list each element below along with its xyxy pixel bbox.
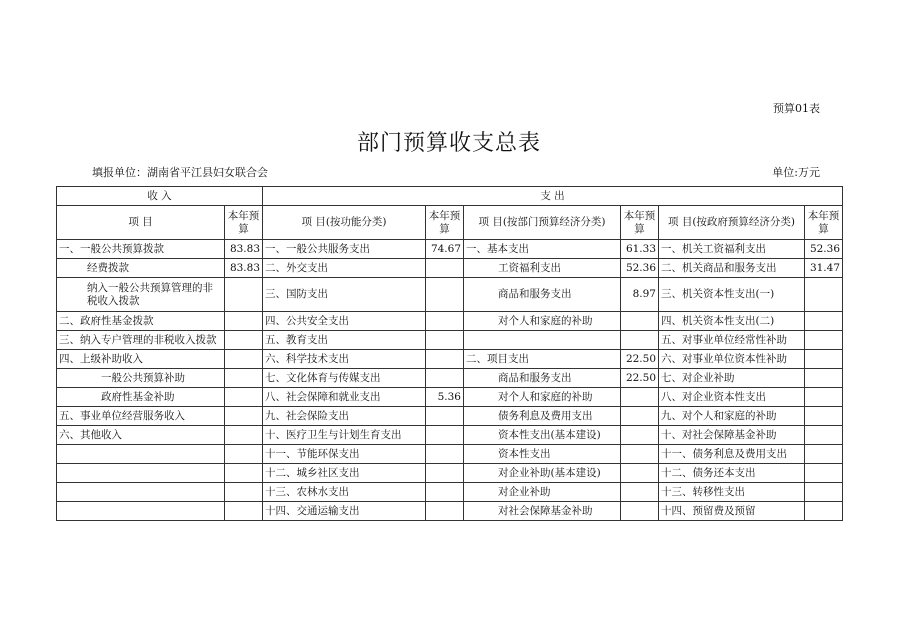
table-code: 预算01表 <box>773 102 820 115</box>
dept-econ-item: 债务利息及费用支出 <box>464 407 621 426</box>
dept-econ-amount <box>621 388 659 407</box>
table-row <box>57 407 843 426</box>
func-amount <box>426 445 464 464</box>
func-amount <box>426 350 464 369</box>
income-budget-header: 本年预算 <box>225 206 263 240</box>
dept-econ-amount <box>621 407 659 426</box>
func-amount <box>426 483 464 502</box>
table-row <box>57 312 843 331</box>
income-amount: 83.83 <box>225 240 263 259</box>
gov-econ-item: 十、对社会保障基金补助 <box>659 426 805 445</box>
gov-econ-item: 八、对企业资本性支出 <box>659 388 805 407</box>
gov-econ-amount <box>805 369 843 388</box>
gov-econ-item: 十二、债务还本支出 <box>659 464 805 483</box>
gov-econ-amount <box>805 407 843 426</box>
dept-econ-amount <box>621 331 659 350</box>
dept-econ-item: 工资福利支出 <box>464 259 621 278</box>
table-row <box>57 240 843 259</box>
dept-econ-item: 对企业补助 <box>464 483 621 502</box>
income-item <box>57 483 225 502</box>
func-amount <box>426 278 464 312</box>
gov-econ-item: 一、机关工资福利支出 <box>659 240 805 259</box>
dept-econ-amount <box>621 483 659 502</box>
income-item <box>57 502 225 521</box>
income-item-header: 项 目 <box>57 206 225 240</box>
func-item: 十、医疗卫生与计划生育支出 <box>263 426 426 445</box>
dept-econ-item: 对社会保障基金补助 <box>464 502 621 521</box>
income-item: 四、上级补助收入 <box>57 350 225 369</box>
income-amount <box>225 278 263 312</box>
income-amount <box>225 388 263 407</box>
table-row <box>57 331 843 350</box>
income-amount <box>225 483 263 502</box>
dept-econ-amount: 61.33 <box>621 240 659 259</box>
func-budget-header: 本年预算 <box>426 206 464 240</box>
dept-econ-amount: 8.97 <box>621 278 659 312</box>
func-item: 十三、农林水支出 <box>263 483 426 502</box>
gov-econ-item: 三、机关资本性支出(一) <box>659 278 805 312</box>
func-item: 六、科学技术支出 <box>263 350 426 369</box>
gov-econ-item: 十三、转移性支出 <box>659 483 805 502</box>
gov-econ-amount <box>805 331 843 350</box>
dept-econ-amount <box>621 464 659 483</box>
table-row <box>57 426 843 445</box>
func-item: 八、社会保障和就业支出 <box>263 388 426 407</box>
func-item: 三、国防支出 <box>263 278 426 312</box>
func-amount <box>426 426 464 445</box>
table-row <box>57 464 843 483</box>
income-amount <box>225 445 263 464</box>
gov-econ-amount <box>805 483 843 502</box>
gov-econ-amount <box>805 350 843 369</box>
dept-econ-item: 对个人和家庭的补助 <box>464 388 621 407</box>
dept-econ-amount: 22.50 <box>621 369 659 388</box>
dept-econ-item: 资本性支出(基本建设) <box>464 426 621 445</box>
func-item-header: 项 目(按功能分类) <box>263 206 426 240</box>
income-amount <box>225 350 263 369</box>
header-row-1 <box>57 187 843 206</box>
table-row <box>57 483 843 502</box>
func-item: 四、公共安全支出 <box>263 312 426 331</box>
income-amount <box>225 502 263 521</box>
gov-econ-amount <box>805 502 843 521</box>
gov-econ-amount <box>805 278 843 312</box>
func-item: 十一、节能环保支出 <box>263 445 426 464</box>
func-amount <box>426 502 464 521</box>
dept-econ-item-header: 项 目(按部门预算经济分类) <box>464 206 621 240</box>
func-item: 十四、交通运输支出 <box>263 502 426 521</box>
func-amount <box>426 464 464 483</box>
income-amount <box>225 407 263 426</box>
dept-econ-amount <box>621 426 659 445</box>
dept-econ-amount: 22.50 <box>621 350 659 369</box>
header-row-2 <box>57 206 843 240</box>
income-amount <box>225 426 263 445</box>
dept-econ-amount <box>621 445 659 464</box>
func-amount: 5.36 <box>426 388 464 407</box>
income-item: 经费拨款 <box>57 259 225 278</box>
income-item <box>57 464 225 483</box>
gov-econ-amount <box>805 445 843 464</box>
gov-econ-item: 四、机关资本性支出(二) <box>659 312 805 331</box>
dept-econ-item: 对企业补助(基本建设) <box>464 464 621 483</box>
expense-header: 支 出 <box>263 187 843 206</box>
income-amount <box>225 369 263 388</box>
gov-econ-item: 九、对个人和家庭的补助 <box>659 407 805 426</box>
func-item: 二、外交支出 <box>263 259 426 278</box>
dept-econ-item: 商品和服务支出 <box>464 278 621 312</box>
table-row <box>57 278 843 312</box>
func-item: 十二、城乡社区支出 <box>263 464 426 483</box>
gov-econ-amount <box>805 388 843 407</box>
income-item: 一、一般公共预算拨款 <box>57 240 225 259</box>
func-amount <box>426 259 464 278</box>
gov-econ-amount <box>805 426 843 445</box>
dept-econ-item: 一、基本支出 <box>464 240 621 259</box>
income-amount <box>225 464 263 483</box>
income-header: 收 入 <box>57 187 263 206</box>
dept-econ-amount <box>621 312 659 331</box>
currency-unit: 单位:万元 <box>772 166 820 179</box>
income-amount <box>225 312 263 331</box>
gov-econ-amount: 52.36 <box>805 240 843 259</box>
func-item: 九、社会保险支出 <box>263 407 426 426</box>
dept-econ-budget-header: 本年预算 <box>621 206 659 240</box>
income-amount: 83.83 <box>225 259 263 278</box>
gov-econ-item: 二、机关商品和服务支出 <box>659 259 805 278</box>
gov-econ-item: 七、对企业补助 <box>659 369 805 388</box>
filler-unit: 填报单位：湖南省平江县妇女联合会 <box>92 166 268 179</box>
table-row <box>57 502 843 521</box>
dept-econ-amount <box>621 502 659 521</box>
dept-econ-item: 商品和服务支出 <box>464 369 621 388</box>
gov-econ-amount <box>805 464 843 483</box>
func-item: 五、教育支出 <box>263 331 426 350</box>
income-item <box>57 445 225 464</box>
gov-econ-amount: 31.47 <box>805 259 843 278</box>
func-amount: 74.67 <box>426 240 464 259</box>
budget-summary-table <box>56 186 843 521</box>
func-item: 一、一般公共服务支出 <box>263 240 426 259</box>
gov-econ-budget-header: 本年预算 <box>805 206 843 240</box>
dept-econ-amount: 52.36 <box>621 259 659 278</box>
table-row <box>57 369 843 388</box>
gov-econ-item-header: 项 目(按政府预算经济分类) <box>659 206 805 240</box>
gov-econ-amount <box>805 312 843 331</box>
gov-econ-item: 六、对事业单位资本性补助 <box>659 350 805 369</box>
page-title: 部门预算收支总表 <box>356 131 541 156</box>
income-item: 三、纳入专户管理的非税收入拨款 <box>57 331 225 350</box>
table-row <box>57 445 843 464</box>
gov-econ-item: 十一、债务利息及费用支出 <box>659 445 805 464</box>
income-amount <box>225 331 263 350</box>
income-item: 二、政府性基金拨款 <box>57 312 225 331</box>
dept-econ-item: 二、项目支出 <box>464 350 621 369</box>
func-item: 七、文化体育与传媒支出 <box>263 369 426 388</box>
dept-econ-item: 资本性支出 <box>464 445 621 464</box>
table-row <box>57 259 843 278</box>
gov-econ-item: 十四、预留费及预留 <box>659 502 805 521</box>
income-item: 一般公共预算补助 <box>57 369 225 388</box>
func-amount <box>426 407 464 426</box>
dept-econ-item: 对个人和家庭的补助 <box>464 312 621 331</box>
table-row <box>57 350 843 369</box>
gov-econ-item: 五、对事业单位经常性补助 <box>659 331 805 350</box>
func-amount <box>426 331 464 350</box>
income-item: 五、事业单位经营服务收入 <box>57 407 225 426</box>
func-amount <box>426 312 464 331</box>
dept-econ-item <box>464 331 621 350</box>
table-row <box>57 388 843 407</box>
income-item: 六、其他收入 <box>57 426 225 445</box>
income-item: 纳入一般公共预算管理的非税收入拨款 <box>57 278 225 312</box>
income-item: 政府性基金补助 <box>57 388 225 407</box>
func-amount <box>426 369 464 388</box>
